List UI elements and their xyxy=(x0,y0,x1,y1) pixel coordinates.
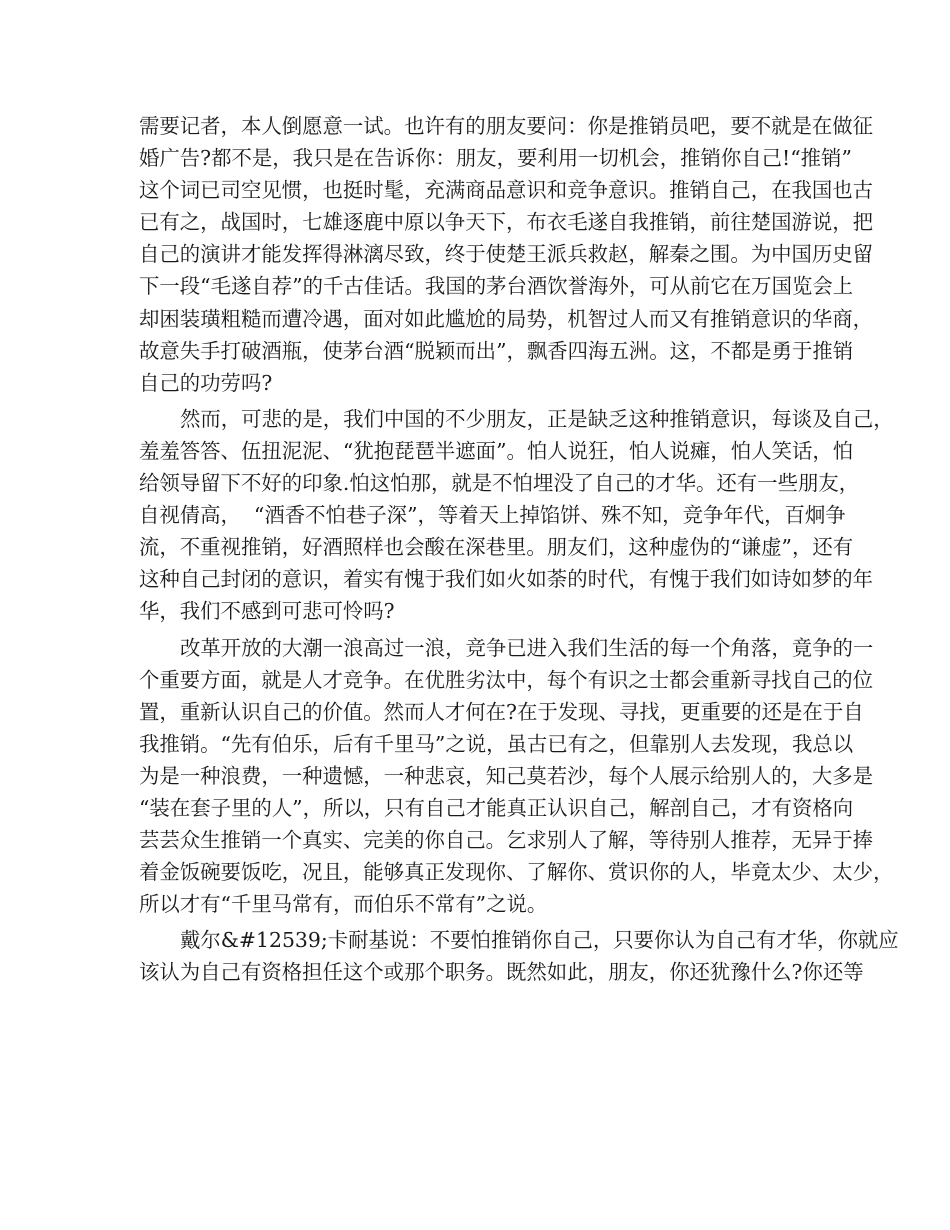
text-line: 给领导留下不好的印象.怕这怕那，就是不怕埋没了自己的才华。还有一些朋友， xyxy=(139,471,860,496)
text-line: 所以才有“千里马常有，而伯乐不常有”之说。 xyxy=(139,892,548,917)
paragraph-1 xyxy=(139,110,874,399)
text-line: 戴尔&#12539;卡耐基说：不要怕推销你自己，只要你认为自己有才华，你就应 xyxy=(180,928,899,953)
text-line: 已有之，战国时，七雄逐鹿中原以争天下，布衣毛遂自我推销，前往楚国游说，把 xyxy=(139,210,874,235)
text-line: 自己的功劳吗? xyxy=(139,370,273,395)
text-line: “装在套子里的人”，所以，只有自己才能真正认识自己，解剖自己，才有资格向 xyxy=(139,795,854,820)
text-line: 流，不重视推销，好酒照样也会酸在深巷里。朋友们，这种虚伪的“谦虚”，还有 xyxy=(139,535,854,560)
text-line: 自己的演讲才能发挥得淋漓尽致，终于使楚王派兵救赵，解秦之围。为中国历史留 xyxy=(139,242,874,267)
text-line: 羞羞答答、伍扭泥泥、“犹抱琵琶半遮面”。怕人说狂，怕人说瘫，怕人笑话，怕 xyxy=(139,438,854,463)
text-line: 这个词已司空见惯，也挺时髦，充满商品意识和竞争意识。推销自己，在我国也古 xyxy=(139,178,874,203)
text-line: 然而，可悲的是，我们中国的不少朋友，正是缺乏这种推销意识，每谈及自己， xyxy=(180,406,894,431)
text-line: 下一段“毛遂自荐”的千古佳话。我国的茅台酒饮誉海外，可从前它在万国览会上 xyxy=(139,274,854,299)
text-line: 我推销。“先有伯乐，后有千里马”之说，虽古已有之，但靠别人去发现，我总以 xyxy=(139,731,854,756)
text-line: 却困装璜粗糙而遭冷遇，面对如此尴尬的局势，机智过人而又有推销意识的华商， xyxy=(139,306,874,331)
document-body xyxy=(139,110,899,989)
text-line: 着金饭碗要饭吃，况且，能够真正发现你、了解你、赏识你的人，毕竟太少、太少， xyxy=(139,860,894,885)
paragraph-4 xyxy=(139,924,899,988)
text-line: 个重要方面，就是人才竞争。在优胜劣汰中，每个有识之士都会重新寻找自己的位 xyxy=(139,667,874,692)
text-line: 故意失手打破酒瓶，使茅台酒“脱颖而出”，飘香四海五洲。这，不都是勇于推销 xyxy=(139,338,854,363)
paragraph-3 xyxy=(139,632,894,921)
paragraph-2 xyxy=(139,403,894,628)
text-line: 需要记者，本人倒愿意一试。也许有的朋友要问：你是推销员吧，要不就是在做征 xyxy=(139,114,874,138)
text-line: 为是一种浪费，一种遗憾，一种悲哀，知己莫若沙，每个人展示给别人的，大多是 xyxy=(139,763,874,788)
text-line: 置，重新认识自己的价值。然而人才何在?在于发现、寻找，更重要的还是在于自 xyxy=(139,699,864,724)
text-line: 婚广告?都不是，我只是在告诉你：朋友，要利用一切机会，推销你自己!“推销” xyxy=(139,146,852,171)
text-line: 自视倩高， “酒香不怕巷子深”，等着天上掉馅饼、殊不知，竞争年代，百炯争 xyxy=(139,503,846,528)
text-line: 该认为自己有资格担任这个或那个职务。既然如此，朋友，你还犹豫什么?你还等 xyxy=(139,960,864,985)
text-line: 华，我们不感到可悲可怜吗? xyxy=(139,599,395,624)
text-line: 改革开放的大潮一浪高过一浪，竞争已进入我们生活的每一个角落，竟争的一 xyxy=(180,635,874,660)
text-line: 这种自己封闭的意识，着实有愧于我们如火如荼的时代，有愧于我们如诗如梦的年 xyxy=(139,567,874,592)
text-line: 芸芸众生推销一个真实、完美的你自己。乞求别人了解，等待别人推荐，无异于捧 xyxy=(139,828,874,853)
